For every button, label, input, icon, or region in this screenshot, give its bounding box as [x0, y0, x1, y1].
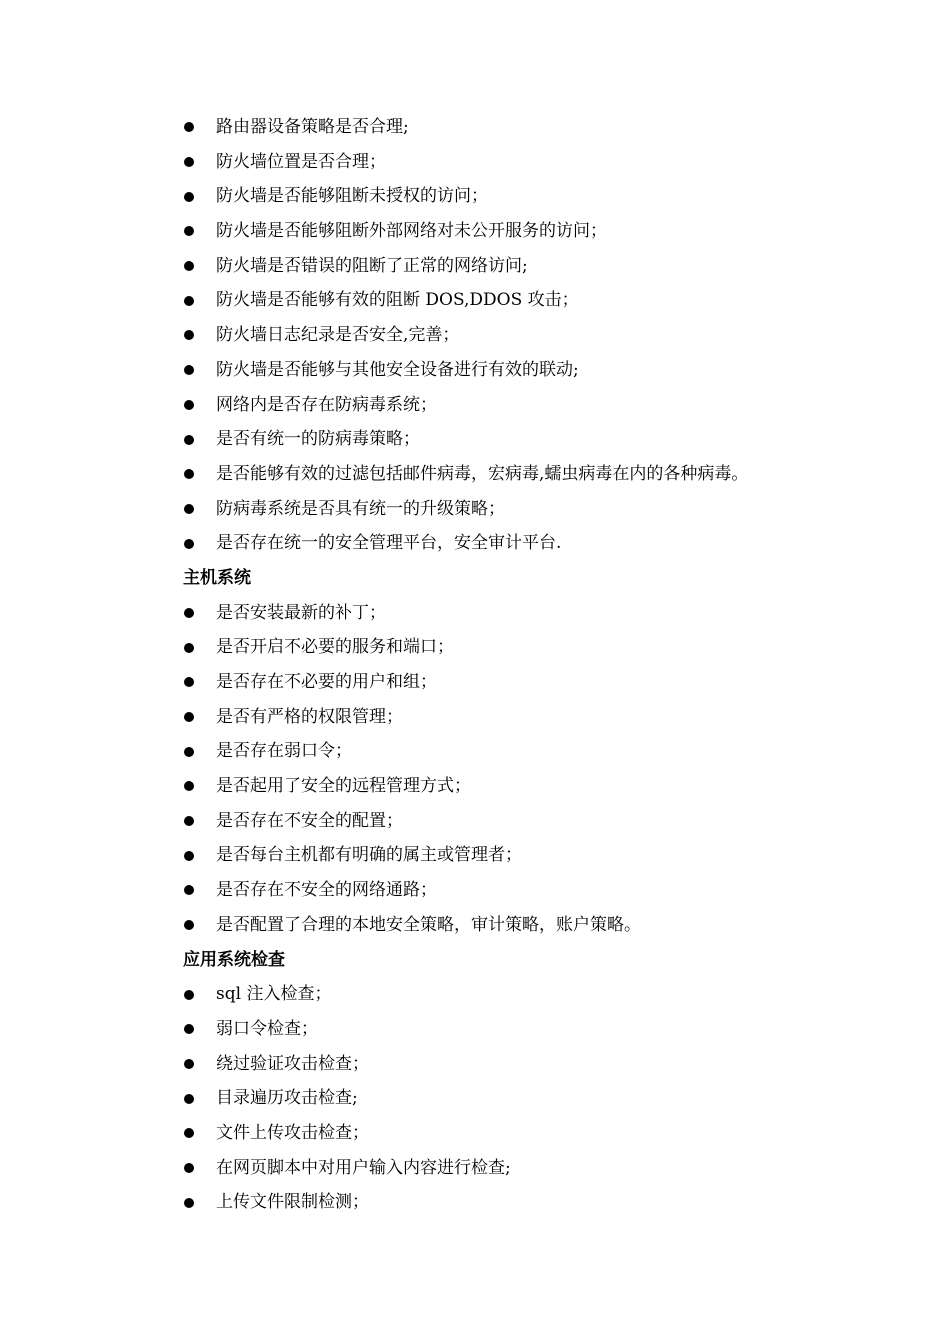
- list-item: 是否开启不必要的服务和端口；: [183, 630, 883, 665]
- bullet-icon: [184, 400, 194, 410]
- list-item: 是否有统一的防病毒策略；: [183, 422, 883, 457]
- list-item: 防火墙是否错误的阻断了正常的网络访问;: [183, 249, 883, 284]
- bullet-icon: [184, 330, 194, 340]
- section-heading: 应用系统检查: [183, 949, 285, 970]
- list-item: 绕过验证攻击检查；: [183, 1047, 883, 1082]
- document-body: [183, 110, 883, 1220]
- bullet-icon: [184, 469, 194, 479]
- list-item: 在网页脚本中对用户输入内容进行检查;: [183, 1151, 883, 1186]
- list-item: 防火墙是否能够阻断外部网络对未公开服务的访问；: [183, 214, 883, 249]
- list-item: 是否每台主机都有明确的属主或管理者；: [183, 838, 883, 873]
- list-item: 是否起用了安全的远程管理方式；: [183, 769, 883, 804]
- bullet-icon: [184, 677, 194, 687]
- bullet-icon: [184, 1059, 194, 1069]
- list-item: 是否存在弱口令；: [183, 734, 883, 769]
- section-application-system: [183, 943, 883, 1221]
- list-item: 路由器设备策略是否合理;: [183, 110, 883, 145]
- list-item: sql 注入检查；: [183, 977, 883, 1012]
- section-heading: 主机系统: [183, 567, 251, 588]
- bullet-icon: [184, 990, 194, 1000]
- section-network-devices: [183, 110, 883, 561]
- bullet-icon: [184, 712, 194, 722]
- bullet-icon: [184, 608, 194, 618]
- list-item: 是否能够有效的过滤包括邮件病毒，宏病毒,蠕虫病毒在内的各种病毒。: [183, 457, 883, 492]
- section-host-system: [183, 561, 883, 943]
- list-item: 防火墙是否能够有效的阻断 DOS,DDOS 攻击；: [183, 283, 883, 318]
- bullet-icon: [184, 643, 194, 653]
- list-item: 是否存在不安全的网络通路；: [183, 873, 883, 908]
- list-item: 文件上传攻击检查；: [183, 1116, 883, 1151]
- list-item: 目录遍历攻击检查;: [183, 1081, 883, 1116]
- list-item: 上传文件限制检测；: [183, 1185, 883, 1220]
- bullet-icon: [184, 851, 194, 861]
- bullet-icon: [184, 296, 194, 306]
- bullet-icon: [184, 157, 194, 167]
- bullet-icon: [184, 781, 194, 791]
- bullet-icon: [184, 747, 194, 757]
- bullet-icon: [184, 1198, 194, 1208]
- list-item: 防火墙是否能够阻断未授权的访问；: [183, 179, 883, 214]
- list-item: 是否存在不安全的配置；: [183, 804, 883, 839]
- bullet-icon: [184, 226, 194, 236]
- bullet-icon: [184, 1128, 194, 1138]
- bullet-icon: [184, 504, 194, 514]
- bullet-icon: [184, 1024, 194, 1034]
- bullet-icon: [184, 261, 194, 271]
- list-item: 是否配置了合理的本地安全策略，审计策略，账户策略。: [183, 908, 883, 943]
- list-item: 网络内是否存在防病毒系统；: [183, 388, 883, 423]
- bullet-icon: [184, 920, 194, 930]
- list-item: 是否存在统一的安全管理平台，安全审计平台.: [183, 526, 883, 561]
- list-item: 是否有严格的权限管理；: [183, 700, 883, 735]
- bullet-icon: [184, 122, 194, 132]
- bullet-icon: [184, 192, 194, 202]
- bullet-icon: [184, 885, 194, 895]
- bullet-icon: [184, 1094, 194, 1104]
- list-item: 防火墙位置是否合理；: [183, 145, 883, 180]
- list-item: 弱口令检查；: [183, 1012, 883, 1047]
- bullet-icon: [184, 539, 194, 549]
- bullet-icon: [184, 365, 194, 375]
- list-item: 是否存在不必要的用户和组；: [183, 665, 883, 700]
- list-item: 是否安装最新的补丁；: [183, 596, 883, 631]
- list-item: 防火墙日志纪录是否安全,完善；: [183, 318, 883, 353]
- bullet-icon: [184, 816, 194, 826]
- list-item: 防火墙是否能够与其他安全设备进行有效的联动;: [183, 353, 883, 388]
- list-item: 防病毒系统是否具有统一的升级策略；: [183, 492, 883, 527]
- bullet-icon: [184, 435, 194, 445]
- bullet-icon: [184, 1163, 194, 1173]
